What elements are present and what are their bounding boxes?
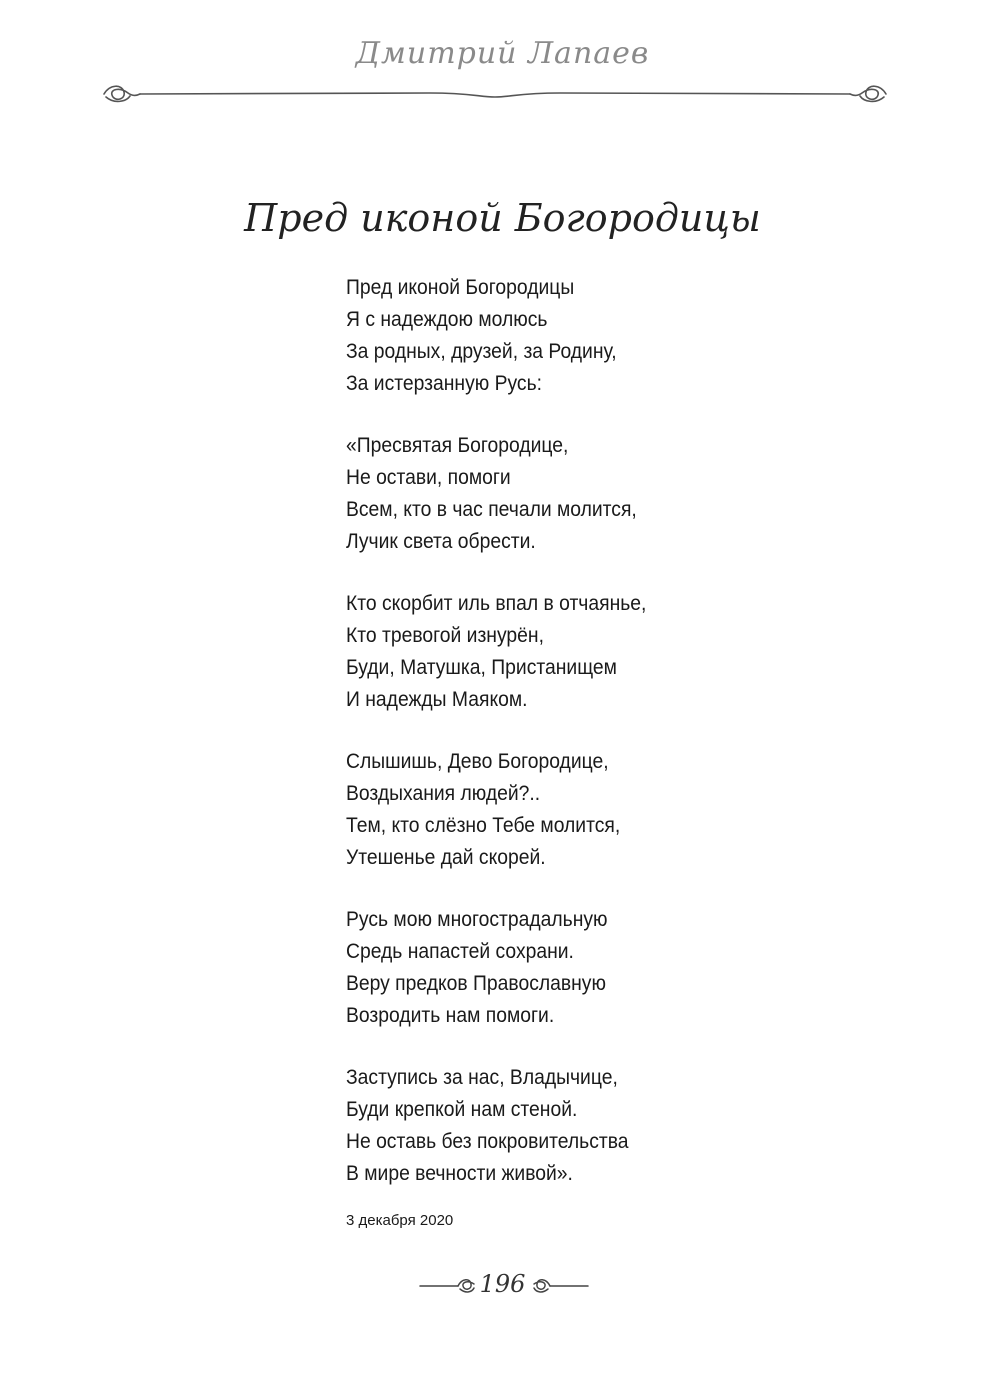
poem-line: Заступись за нас, Владычице, — [346, 1066, 618, 1089]
poem-line: В мире вечности живой». — [346, 1162, 573, 1185]
poem-title: Пред иконой Богородицы — [244, 196, 761, 240]
poem-line: Возродить нам помоги. — [346, 1004, 555, 1027]
poem-date: 3 декабря 2020 — [346, 1212, 454, 1229]
folio-right-ornament — [490, 1268, 590, 1304]
poem-line: Я с надеждою молюсь — [346, 308, 548, 331]
poem-line: Кто скорбит иль впал в отчаянье, — [346, 592, 647, 615]
poem-line: За родных, друзей, за Родину, — [346, 340, 617, 363]
running-head-author: Дмитрий Лапаев — [355, 36, 650, 71]
poem-line: Русь мою многострадальную — [346, 908, 608, 931]
poem-line: Тем, кто слёзно Тебе молится, — [346, 814, 621, 837]
page-footer — [0, 1268, 1005, 1304]
stanza-6 — [346, 1062, 906, 1190]
header-rule-ornament — [100, 78, 890, 108]
poem-line: «Пресвятая Богородице, — [346, 434, 569, 457]
stanza-2 — [346, 430, 906, 558]
poem-line: Воздыхания людей?.. — [346, 782, 541, 805]
poem-line: Лучик света обрести. — [346, 530, 536, 553]
stanza-1 — [346, 272, 906, 400]
poem-line: Не остави, помоги — [346, 466, 511, 489]
page-number: 196 — [479, 1270, 526, 1298]
poem-line: Веру предков Православную — [346, 972, 606, 995]
poem-line: Утешенье дай скорей. — [346, 846, 546, 869]
stanza-5 — [346, 904, 906, 1032]
poem-line: Буди, Матушка, Пристанищем — [346, 656, 617, 679]
stanza-4 — [346, 746, 906, 874]
poem-line: Пред иконой Богородицы — [346, 276, 575, 299]
poem-line: Буди крепкой нам стеной. — [346, 1098, 578, 1121]
poem-line: За истерзанную Русь: — [346, 372, 543, 395]
poem-line: Средь напастей сохрани. — [346, 940, 574, 963]
poem-line: Не оставь без покровительства — [346, 1130, 629, 1153]
poem-line: Слышишь, Дево Богородице, — [346, 750, 609, 773]
poem-body — [346, 272, 906, 1220]
poem-line: И надежды Маяком. — [346, 688, 528, 711]
poem-line: Кто тревогой изнурён, — [346, 624, 544, 647]
poem-line: Всем, кто в час печали молится, — [346, 498, 637, 521]
stanza-3 — [346, 588, 906, 716]
